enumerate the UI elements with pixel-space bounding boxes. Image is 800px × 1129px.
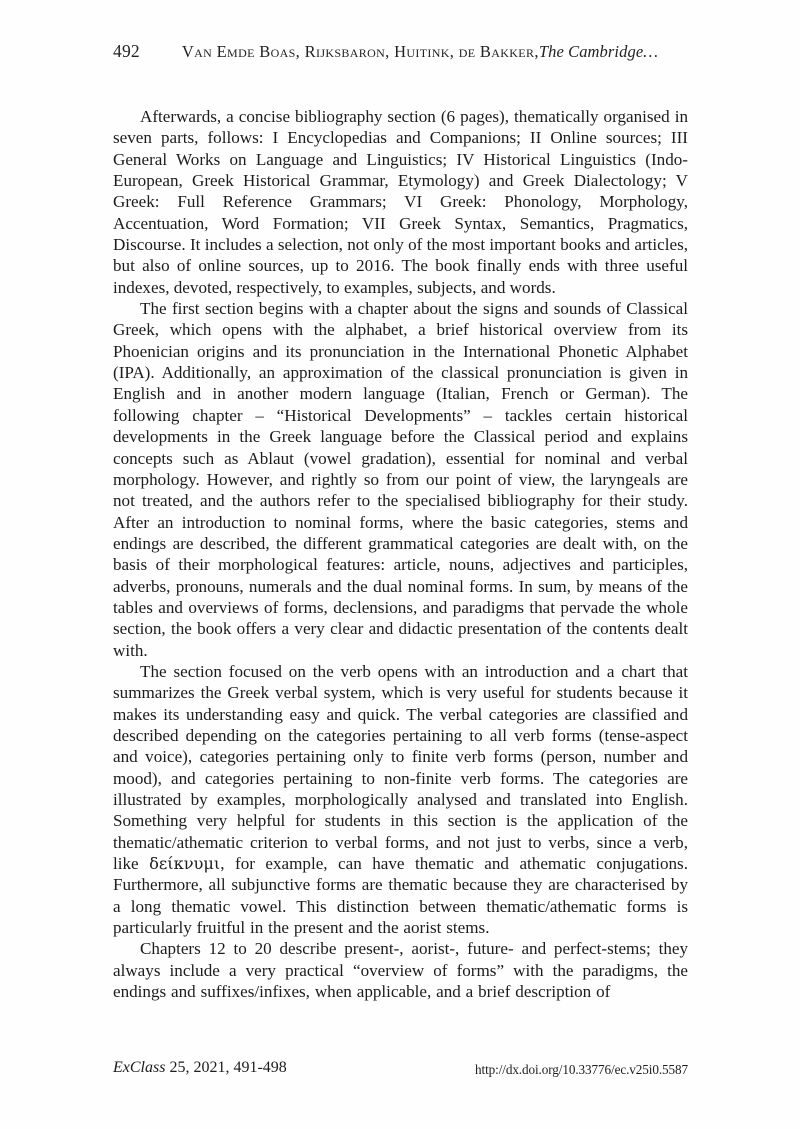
body-text-column: [113, 106, 688, 1002]
running-head-title: [182, 42, 658, 62]
running-head-authors: Van Emde Boas, Rijksbaron, Huitink, de Bakker,: [181, 42, 539, 61]
page-footer: [113, 1059, 688, 1083]
running-head: [113, 41, 687, 67]
journal-name: ExClass: [113, 1059, 166, 1076]
doi-link[interactable]: http://dx.doi.org/10.33776/ec.v25i0.5587: [475, 1062, 688, 1077]
journal-citation: [113, 1059, 287, 1077]
journal-volume-pages: 25, 2021, 491-498: [165, 1059, 287, 1076]
paragraph-1: Afterwards, a concise bibliography section (6 pages), thematically organised in seven parts, follows: I Encyclopedias and Companions; II Online sources; III General Works on Language and Linguistics; IV Historical Linguistics (Indo-European, Greek Historical Grammar, Etymology) and Greek Dialectology; V Greek: Full Reference Grammars; VI Greek: Phonology, Morphology, Accentuation, Word Formation; VII Greek Syntax, Semantics, Pragmatics, Discourse. It includes a selection, not only of the most important books and articles, but also of online sources, up to 2016. The book finally ends with three useful indexes, devoted, respectively, to examples, subjects, and words.: [113, 107, 688, 297]
page-number: 492: [113, 41, 140, 61]
paragraph-4: Chapters 12 to 20 describe present-, aorist-, future- and perfect-stems; they always include a very practical “overview of forms” with the paradigms, the endings and suffixes/infixes, when applicable, and a brief description of: [113, 939, 688, 1002]
paragraph-3-head: The section focused on the verb opens with an introduction and a chart that summarizes the Greek verbal system, which is very useful for students because it makes its understanding easy and quick. The verbal categories are classified and described depending on the categories pertaining to all verb forms (tense-aspect and voice), categories pertaining only to finite verb forms (person, number and mood), and categories pertaining to non-finite verb forms. The categories are illustrated by examples, morphologically analysed and translated into English. Something very helpful for students in this section is the application of the thematic/athematic criterion to verbal forms, and not just to verbs, since a verb, like: [113, 661, 688, 874]
paragraph-3-tail: , for example, can have thematic and athematic conjugations. Furthermore, all subjunctive forms are thematic because they are characterised by a long thematic vowel. This distinction between thematic/athematic forms is particularly fruitful in the present and the aorist stems.: [113, 854, 688, 938]
paragraph-2: The first section begins with a chapter about the signs and sounds of Classical Greek, which opens with the alphabet, a brief historical overview from its Phoenician origins and its pronunciation in the International Phonetic Alphabet (IPA). Additionally, an approximation of the classical pronunciation is given in English and in another modern language (Italian, French or German). The following chapter – “Historical Developments” – tackles certain historical developments in the Greek language before the Classical period and explains concepts such as Ablaut (vowel gradation), essential for nominal and verbal morphology. However, and rightly so from our point of view, the laryngeals are not treated, and the authors refer to the specialised bibliography for their study. After an introduction to nominal forms, where the basic categories, stems and endings are described, the different grammatical categories are dealt with, on the basis of their morphological features: article, nouns, adjectives and participles, adverbs, pronouns, numerals and the dual nominal forms. In sum, by means of the tables and overviews of forms, declensions, and paradigms that pervade the whole section, the book offers a very clear and didactic presentation of the contents dealt with.: [113, 299, 688, 660]
running-head-book-title: The Cambridge…: [538, 42, 659, 61]
greek-verb-deiknumi: δείκνυμι: [149, 854, 221, 874]
paragraph-3: [113, 661, 688, 938]
